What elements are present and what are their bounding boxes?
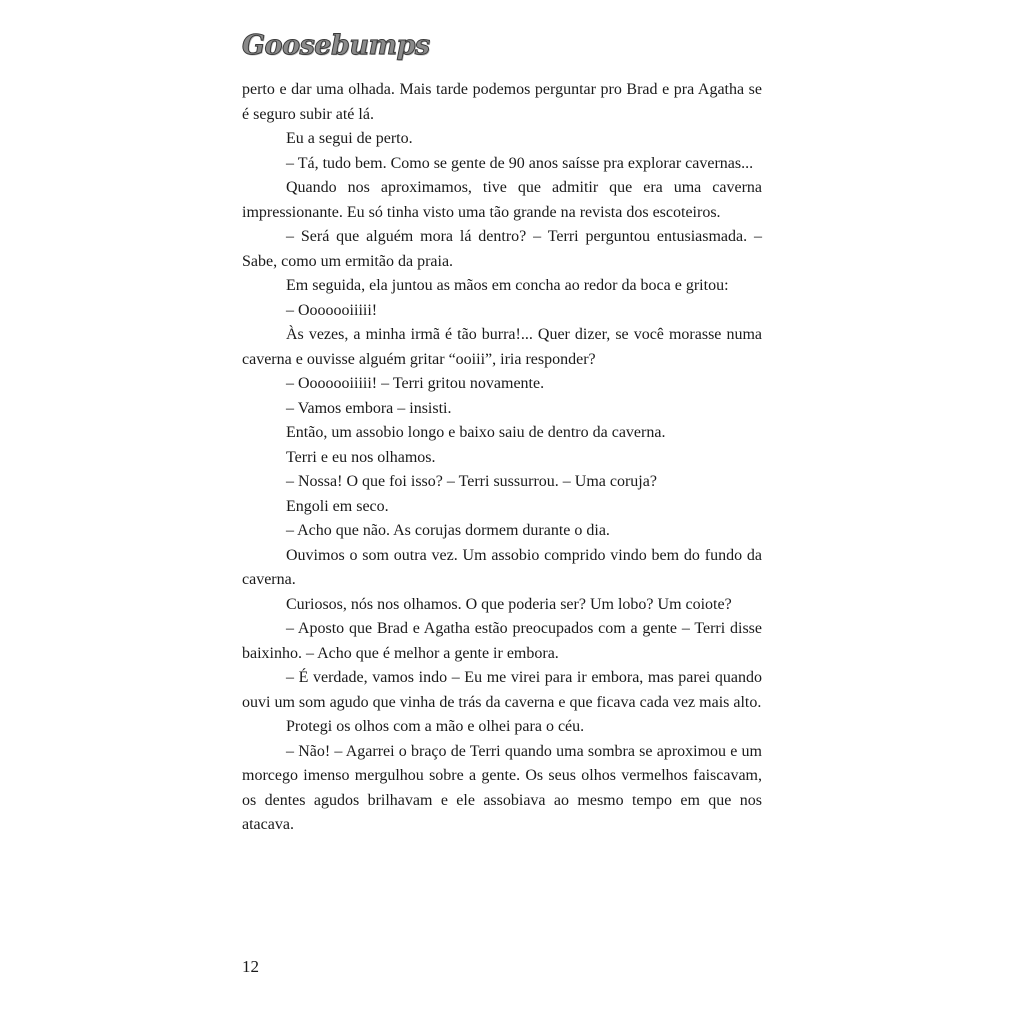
paragraph: – Vamos embora – insisti.	[286, 399, 452, 417]
paragraph: Protegi os olhos com a mão e olhei para o céu.	[286, 718, 585, 735]
paragraph: Eu a segui de perto.	[286, 130, 413, 147]
paragraph: Às vezes, a minha irmã é tão burra!... Quer dizer, se você morasse numa caverna e ouvisse alguém gritar “ooiii”, iria responder?	[242, 326, 762, 368]
paragraph: – Ooooooiiiii! – Terri gritou novamente.	[286, 375, 545, 392]
paragraph: Ouvimos o som outra vez. Um assobio comprido vindo bem do fundo da caverna.	[242, 546, 762, 588]
paragraph: – Nossa! O que foi isso? – Terri sussurrou. – Uma coruja?	[286, 473, 657, 490]
page-body	[242, 78, 762, 838]
paragraph: Curiosos, nós nos olhamos. O que poderia ser? Um lobo? Um coiote?	[286, 595, 732, 613]
paragraph: – Tá, tudo bem. Como se gente de 90 anos saísse pra explorar cavernas...	[286, 154, 754, 172]
paragraph: – Não! – Agarrei o braço de Terri quando uma sombra se aproximou e um morcego imenso mergulhou sobre a gente. Os seus olhos vermelhos faiscavam, os dentes agudos brilhavam e ele assobiava ao mesmo tempo em que nos atacava.	[242, 742, 762, 833]
paragraph: – Ooooooiiiii!	[286, 301, 378, 319]
paragraph: Terri e eu nos olhamos.	[286, 448, 436, 466]
goosebumps-logo: Goosebumps	[242, 30, 430, 61]
paragraph: Então, um assobio longo e baixo saiu de dentro da caverna.	[286, 424, 666, 441]
paragraph: perto e dar uma olhada. Mais tarde podemos perguntar pro Brad e pra Agatha se é seguro subir até lá.	[242, 81, 762, 123]
paragraph: – Aposto que Brad e Agatha estão preocupados com a gente – Terri disse baixinho. – Acho que é melhor a gente ir embora.	[242, 620, 762, 662]
page-number: 12	[242, 957, 259, 976]
paragraph: Em seguida, ela juntou as mãos em concha ao redor da boca e gritou:	[286, 277, 729, 294]
paragraph: – Será que alguém mora lá dentro? – Terri perguntou entusiasmada. – Sabe, como um ermitão da praia.	[242, 228, 762, 270]
paragraph: Quando nos aproximamos, tive que admitir que era uma caverna impressionante. Eu só tinha visto uma tão grande na revista dos escoteiros.	[242, 179, 762, 221]
paragraph: – Acho que não. As corujas dormem durante o dia.	[286, 522, 610, 539]
paragraph: Engoli em seco.	[286, 497, 389, 515]
paragraph: – É verdade, vamos indo – Eu me virei para ir embora, mas parei quando ouvi um som agudo que vinha de trás da caverna e que ficava cada vez mais alto.	[242, 669, 762, 711]
